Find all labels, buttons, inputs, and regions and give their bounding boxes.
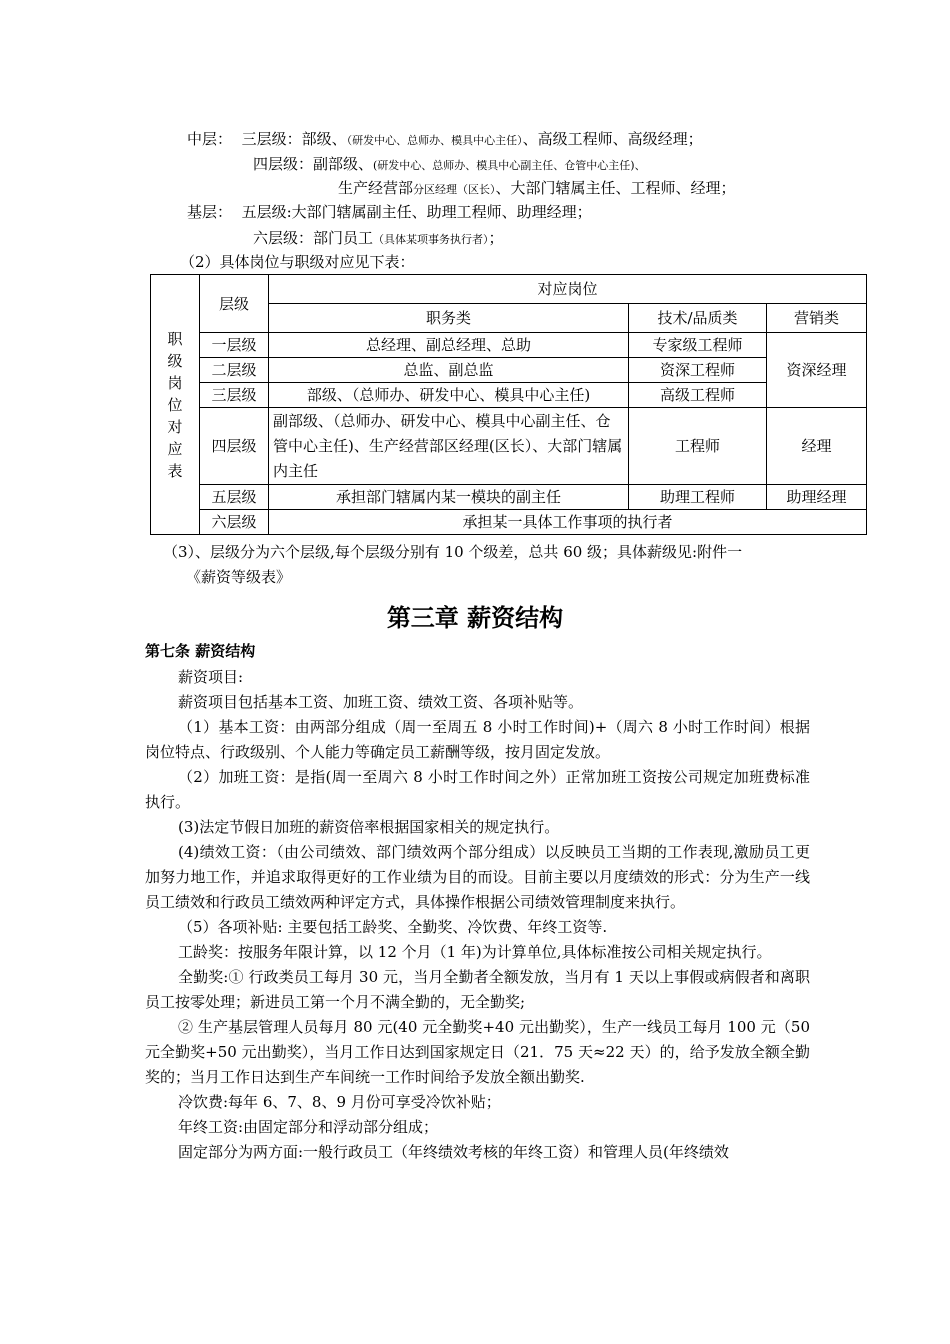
paragraph: （1）基本工资：由两部分组成（周一至周五 8 小时工作时间)+（周六 8 小时工作时间）根据岗位特点、行政级别、个人能力等确定员工薪酬等级，按月固定发放。 [145,718,810,761]
level-cell: 二层级 [200,358,269,383]
tech-cell: 助理工程师 [629,485,767,510]
paragraph: 固定部分为两方面:一般行政员工（年终绩效考核的年终工资）和管理人员(年终绩效 [178,1143,729,1161]
level-cell: 五层级 [200,485,269,510]
position-level-table [150,274,867,535]
base-l6-text-b: ； [488,229,504,247]
base-l6-text: 六层级：部门员工 [253,229,374,247]
article-body [145,665,810,1165]
chapter-title: 第三章 薪资结构 [386,604,564,632]
paragraph: 全勤奖:① 行政类员工每月 30 元，当月全勤者全额发放，当月有 1 天以上事假或病假者和离职员工按零处理；新进员工第一个月不满全勤的，无全勤奖; [145,968,810,1011]
level-cell: 四层级 [200,408,269,485]
header-positions: 对应岗位 [269,275,867,304]
sales-cell: 助理经理 [767,485,867,510]
duty-cell: 承担某一具体工作事项的执行者 [269,510,867,535]
table-row [151,510,867,535]
header-sales: 营销类 [767,304,867,333]
paragraph: 年终工资:由固定部分和浮动部分组成； [178,1118,439,1136]
article-title: 第七条 薪资结构 [145,642,256,660]
level-mid-3 [187,128,703,152]
table-row [151,383,867,408]
mid-l3-text: 三层级：部级、 [241,130,347,148]
duty-cell: 总经理、副总经理、总助 [269,333,629,358]
mid-l4-cont-text-b: 、大部门辖属主任、工程师、经理； [495,179,736,197]
note3-line1: （3）、层级分为六个层级,每个层级分别有 10 个级差，总共 60 级；具体薪级见:附件一 [163,543,743,561]
table-row [151,485,867,510]
base-l5-text: 五层级:大部门辖属副主任、助理工程师、助理经理； [241,203,592,221]
level-mid-4-cont [338,177,736,201]
level-cell: 六层级 [200,510,269,535]
tech-cell: 资深工程师 [629,358,767,383]
base-l6-note: （具体某项事务执行者） [373,233,489,246]
paragraph: (4)绩效工资：（由公司绩效、部门绩效两个部分组成）以反映员工当期的工作表现,激励员工更加努力地工作，并追求取得更好的工作业绩为目的而设。目前主要以月度绩效的形式：分为生产一线员工绩效和行政员工绩效两种评定方式，具体操作根据公司绩效管理制度来执行。 [145,843,810,911]
mid-l3-text-b: 、高级工程师、高级经理； [522,130,703,148]
paragraph: （2）加班工资：是指(周一至周六 8 小时工作时间之外）正常加班工资按公司规定加班费标准执行。 [145,768,810,811]
header-duty: 职务类 [269,304,629,333]
duty-cell: 副部级、（总师办、研发中心、模具中心副主任、仓管中心主任)、生产经营部区经理(区长）、大部门辖属内主任 [269,408,629,485]
level-cell: 三层级 [200,383,269,408]
paragraph: 薪资项目包括基本工资、加班工资、绩效工资、各项补贴等。 [178,693,584,711]
duty-cell: 部级、（总师办、研发中心、模具中心主任) [269,383,629,408]
duty-cell: 承担部门辖属内某一模块的副主任 [269,485,629,510]
mid-l3-note: （研发中心、总师办、模具中心主任） [346,134,523,147]
paragraph: （5）各项补贴: 主要包括工龄奖、全勤奖、冷饮费、年终工资等. [178,918,608,936]
paragraph: ② 生产基层管理人员每月 80 元(40 元全勤奖+40 元出勤奖），生产一线员工每月 100 元（50 元全勤奖+50 元出勤奖），当月工作日达到国家规定日（21．75 天≈22 天）的，给予发放全额全勤奖的；当月工作日达到生产车间统一工作时间给予发放全额出勤奖. [145,1018,810,1086]
level-mid-4 [253,153,646,177]
table-side-title: 职 级 岗 位 对 应 表 [151,275,200,535]
tech-cell: 专家级工程师 [629,333,767,358]
sales-cell-senior: 资深经理 [767,333,867,408]
note3-line2: 《薪资等级表》 [186,568,292,586]
header-tech: 技术/品质类 [629,304,767,333]
base-label: 基层： [187,203,233,221]
mid-l4-text: 四层级：副部级、 [253,155,374,173]
sales-cell: 经理 [767,408,867,485]
duty-cell: 总监、副总监 [269,358,629,383]
mid-l4-note: (研发中心、总师办、模具中心副主任、仓管中心主任)、 [373,159,646,172]
level-base-6 [253,227,504,251]
tech-cell: 高级工程师 [629,383,767,408]
paragraph: 工龄奖：按服务年限计算，以 12 个月（1 年)为计算单位,具体标准按公司相关规定执行。 [178,943,772,961]
paragraph: 薪资项目: [178,668,244,686]
level-base-5 [187,201,592,223]
tech-cell: 工程师 [629,408,767,485]
paragraph: 冷饮费:每年 6、7、8、9 月份可享受冷饮补贴； [178,1093,501,1111]
mid-l4-cont-text: 生产经营部 [338,179,414,197]
table-row [151,358,867,383]
table-row [151,333,867,358]
mid-label: 中层： [187,130,233,148]
paragraph: (3)法定节假日加班的薪资倍率根据国家相关的规定执行。 [178,818,560,836]
level-cell: 一层级 [200,333,269,358]
table-intro-note: （2）具体岗位与职级对应见下表： [180,253,415,271]
mid-l4-cont-note: 分区经理（区长） [413,183,496,196]
header-level: 层级 [200,275,269,333]
table-row [151,408,867,485]
